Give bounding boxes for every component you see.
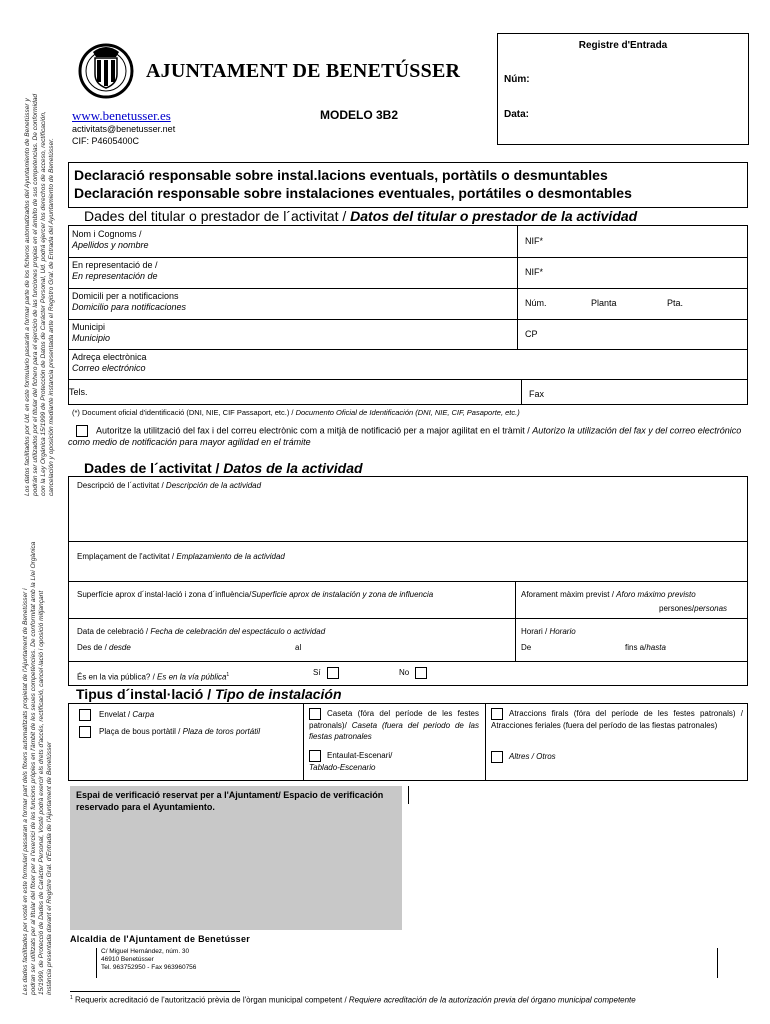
registry-num-label[interactable]: Núm:	[504, 74, 530, 85]
door-label: Pta.	[667, 298, 684, 308]
date-from-label: Des de / desde	[77, 643, 131, 652]
atraccions-checkbox[interactable]	[491, 708, 503, 720]
activity-section-heading: Dades de l´activitat / Datos de la actividad	[84, 460, 363, 476]
id-footnote: (*) Document oficial d'identificació (DNI, NIE, CIF Passaport, etc.) / Documento Oficial de Identificación (DNI, NIE, CIF, Pasaporte, etc.)	[72, 408, 520, 417]
location-label: Emplaçament de l'activitat / Emplazamiento de la actividad	[77, 552, 285, 561]
form-title-box	[68, 162, 748, 208]
nif-representation-label: NIF*	[525, 267, 543, 277]
footnote-text: $^1$ Requerix acreditació de l'autorització prèvia de l'òrgan municipal competent / Requiere acreditación de la autorización previa del órgano municipal competente	[70, 995, 636, 1005]
municipality-label: Municipi Municipio	[72, 322, 111, 343]
activity-table	[68, 476, 748, 686]
address-box	[96, 948, 718, 978]
option-caseta: Caseta (fóra del període de les festes patronals)/ Caseta (fuera del periodo de las fiestas patronales	[309, 709, 479, 741]
option-placa-bous: Plaça de bous portàtil / Plaza de toros portátil	[79, 726, 260, 738]
installation-section-heading: Tipus d´instal·lació / Tipo de instalación	[76, 686, 342, 702]
titular-section-heading: Dades del titular o prestador de l´activitat / Datos del titular o prestador de la actividad	[84, 208, 638, 224]
side-privacy-text-es: Los datos facilitados por Ud. en este formulario pasarán a formar parte de los ficheros automatizados del Ayuntamiento de Benetússer y podrán ser utilizados por el titular del fichero para el ejercicio de las funciones propias en el ámbito de sus competencias. De conformidad con la Ley Orgánica 15/1999 de Protección de Datos de Carácter Personal, Ud. podrá ejercer los derechos de acceso, rectificación, cancelación y oposición mediante instancia presentada ante el Registro Gral. de Entrada del Ayuntamiento de Benetússer.	[24, 93, 55, 496]
address-line: C/ Miguel Hernández, núm. 30	[101, 948, 190, 955]
public-yes-option: Sí	[313, 667, 339, 679]
placa-bous-checkbox[interactable]	[79, 726, 91, 738]
date-label: Data de celebració / Fecha de celebración del espectáculo o actividad	[77, 627, 326, 636]
public-no-checkbox[interactable]	[415, 667, 427, 679]
number-label: Núm.	[525, 298, 547, 308]
description-label: Descripció de l´activitat / Descripción de la actividad	[77, 481, 262, 490]
email-label: Adreça electrònica Correo electrónico	[72, 352, 147, 373]
option-altres: Altres / Otros	[491, 751, 556, 763]
phone-line: Tel. 963752950 - Fax 963960756	[101, 964, 197, 971]
option-atraccions: Atraccions firals (fóra del període de les festes patronals) / Atracciones feriales (fuera del período de las fiestas patronales)	[491, 709, 743, 730]
side-privacy-text-ca: Les dades facilitades per vosté en este formulari passaran a formar part dels fitxers automatitzats propietat de l'Ajuntament de Benetússer i podran ser utilitzats per al titular del fitxer per a l'exercici de les funcions pròpies en l'àmbit de les seues competències. De conformitat amb la Llei Orgànica 15/1999, de Protecció de Dades de Caràcter Personal, Vosté podrà exercir els drets d'accés, rectificació, cancel·lació i oposició mitjançant instància presentada davant el Registre Gral. d'Entrada de l'Ajuntament de Benetússer	[22, 541, 53, 995]
form-title-es: Declaración responsable sobre instalaciones eventuales, portátiles o desmontables	[74, 185, 632, 201]
footnote-rule	[70, 991, 240, 992]
entaulat-checkbox[interactable]	[309, 750, 321, 762]
public-no-option: No	[399, 667, 427, 679]
form-title-ca: Declaració responsable sobre instal.lacions eventuals, portàtils o desmuntables	[74, 167, 608, 183]
address-label: Domicili per a notificacions Domicilio para notificaciones	[72, 291, 187, 312]
verification-box	[70, 786, 402, 930]
hours-label: Horari / Horario	[521, 627, 576, 636]
nif-label: NIF*	[525, 236, 543, 246]
option-envelat: Envelat / Carpa	[79, 709, 154, 721]
city-line: 46910 Benetússer	[101, 956, 154, 963]
org-name: AJUNTAMENT DE BENETÚSSER	[146, 60, 461, 82]
floor-label: Planta	[591, 298, 617, 308]
hours-from-label: De	[521, 643, 532, 652]
caseta-checkbox[interactable]	[309, 708, 321, 720]
fax-authorization: Autoritze la utilització del fax i del correu electrònic com a mitjà de notificació per a major agilitat en el tràmit / Autorizo la utilización del fax y del correo electrónico como medio de notificación para mayor agilidad en el trámite	[68, 425, 742, 447]
cif-text: CIF: P4605400C	[72, 136, 140, 146]
persons-label: persones/personas	[659, 604, 728, 613]
surface-label: Superfície aprox d´instal·lació i zona d´influència/Superficie aprox de instalación y zona de influencia	[77, 590, 434, 599]
name-label: Nom i Cognoms / Apellidos y nombre	[72, 229, 149, 250]
public-yes-checkbox[interactable]	[327, 667, 339, 679]
model-label: MODELO 3B2	[320, 108, 399, 122]
public-road-label: És en la via pública? / Es en la vía pública$^1$	[77, 672, 230, 682]
fax-authorization-checkbox[interactable]	[76, 425, 88, 437]
email-text: activitats@benetusser.net	[72, 124, 176, 134]
option-entaulat: Entaulat-Escenari/ Tablado-Escenario	[309, 751, 393, 772]
postal-code-label: CP	[525, 329, 538, 339]
titular-table	[68, 225, 748, 405]
altres-checkbox[interactable]	[491, 751, 503, 763]
coat-of-arms-logo	[77, 40, 135, 102]
hours-to-label: fins a/hasta	[625, 643, 666, 652]
verification-divider	[408, 786, 409, 804]
registry-title: Registre d'Entrada	[578, 40, 668, 51]
registry-date-label[interactable]: Data:	[504, 109, 530, 120]
phone-label: Tels.	[69, 387, 88, 397]
mayor-label: Alcaldia de l'Ajuntament de Benetússer	[70, 934, 251, 944]
capacity-label: Aforament màxim previst / Aforo máximo previsto	[521, 590, 696, 599]
installation-table	[68, 703, 748, 781]
verification-text: Espai de verificació reservat per a l'Ajuntament/ Espacio de verificación reservado para el Ayuntamiento.	[76, 790, 384, 812]
website-link[interactable]: www.benetusser.es	[72, 108, 171, 123]
envelat-checkbox[interactable]	[79, 709, 91, 721]
representation-label: En representació de / En representación de	[72, 260, 158, 281]
date-to-label: al	[295, 643, 302, 652]
fax-label: Fax	[529, 389, 545, 399]
registry-box	[497, 33, 749, 145]
